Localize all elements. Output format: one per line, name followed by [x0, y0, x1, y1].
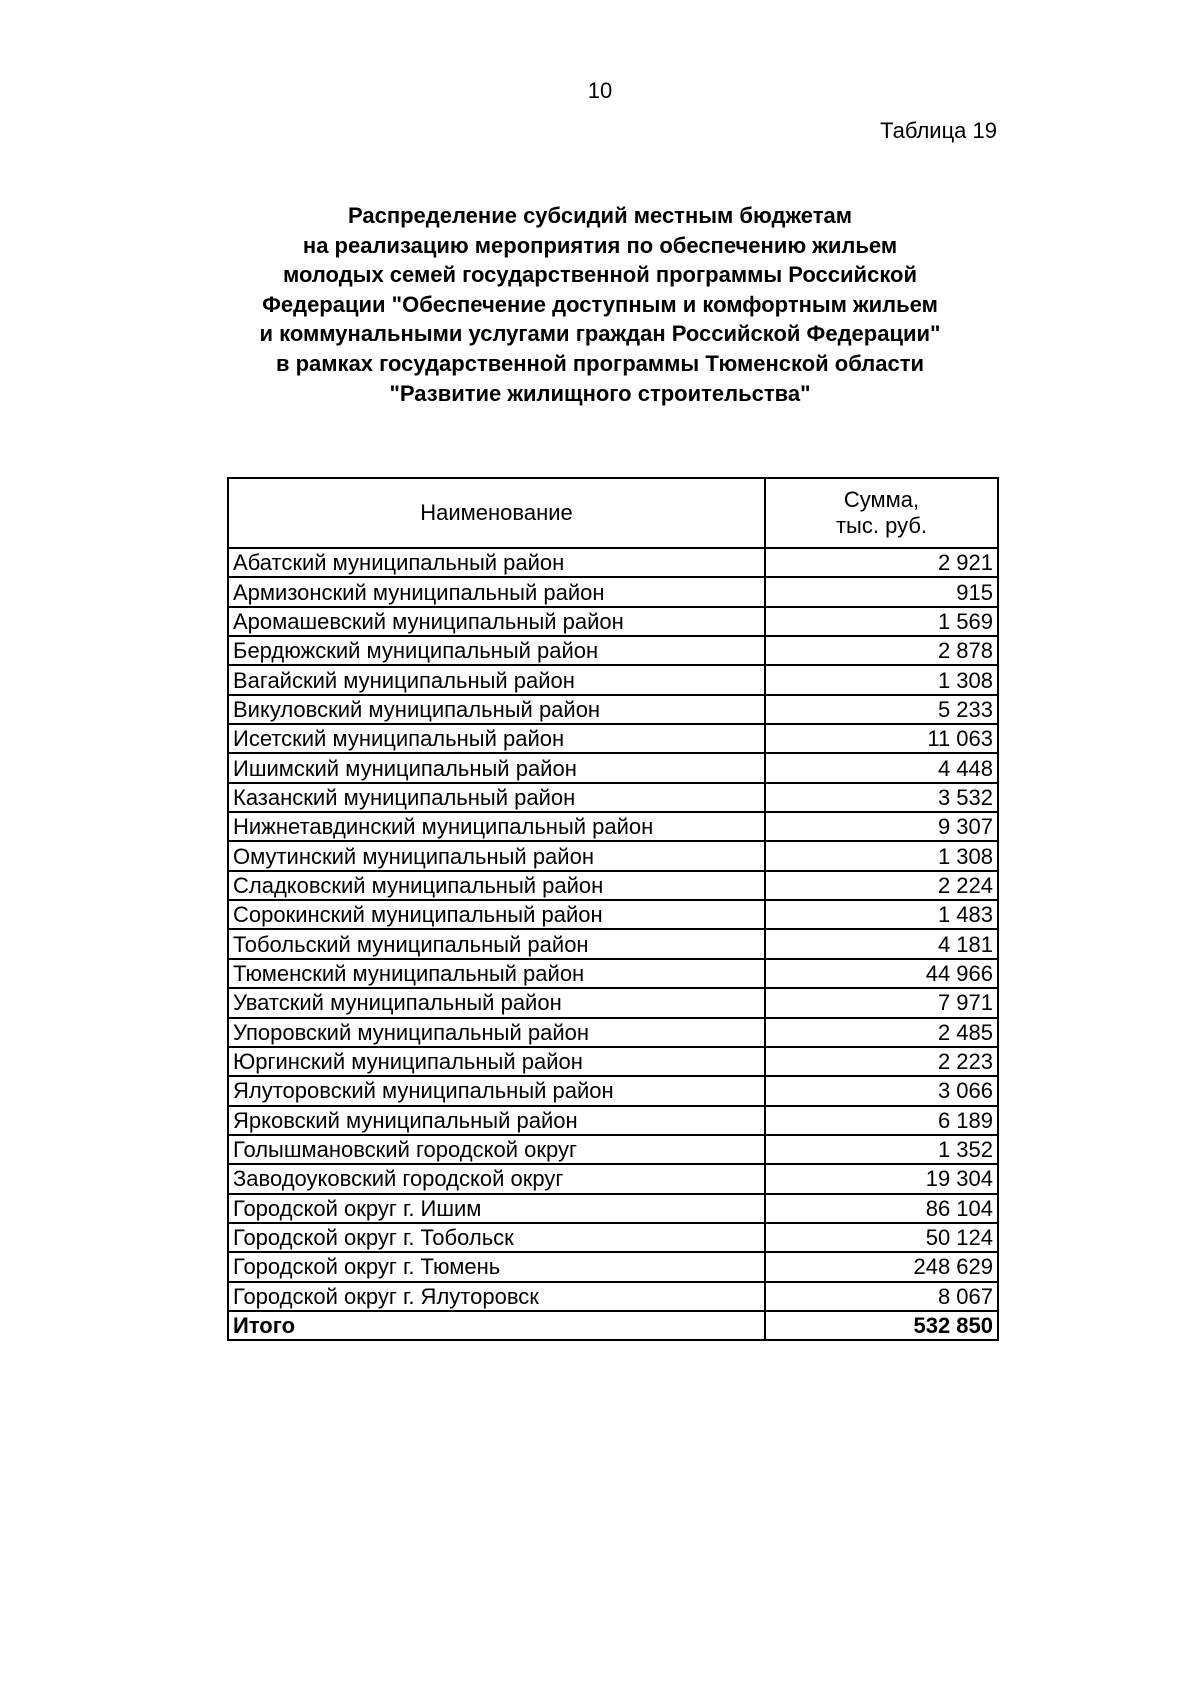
header-sum-line1: Сумма,	[843, 487, 920, 512]
row-value: 1 352	[765, 1135, 998, 1164]
row-name: Городской округ г. Тобольск	[228, 1223, 765, 1252]
row-value: 44 966	[765, 959, 998, 988]
table-row	[228, 636, 998, 665]
row-name: Упоровский муниципальный район	[228, 1018, 765, 1047]
row-name: Бердюжский муниципальный район	[228, 636, 765, 665]
row-name: Сорокинский муниципальный район	[228, 900, 765, 929]
document-title	[0, 201, 1200, 408]
table-row	[228, 988, 998, 1017]
total-label: Итого	[228, 1311, 765, 1340]
row-value: 2 921	[765, 548, 998, 577]
row-value: 9 307	[765, 812, 998, 841]
row-value: 1 569	[765, 607, 998, 636]
table-row	[228, 1223, 998, 1252]
row-name: Нижнетавдинский муниципальный район	[228, 812, 765, 841]
title-line: в рамках государственной программы Тюменской области	[275, 350, 925, 376]
table-row	[228, 959, 998, 988]
row-name: Сладковский муниципальный район	[228, 871, 765, 900]
title-line: "Развитие жилищного строительства"	[389, 380, 811, 406]
title-line: Федерации "Обеспечение доступным и комфортным жильем	[262, 291, 938, 317]
row-value: 2 223	[765, 1047, 998, 1076]
row-value: 4 181	[765, 929, 998, 958]
row-value: 2 878	[765, 636, 998, 665]
row-value: 8 067	[765, 1282, 998, 1311]
row-name: Абатский муниципальный район	[228, 548, 765, 577]
row-name: Казанский муниципальный район	[228, 783, 765, 812]
total-row	[228, 1311, 998, 1340]
header-sum	[765, 478, 998, 548]
title-line: и коммунальными услугами граждан Российской Федерации"	[259, 321, 941, 347]
row-name: Городской округ г. Тюмень	[228, 1252, 765, 1281]
table-row	[228, 1106, 998, 1135]
table-label: Таблица 19	[880, 118, 997, 143]
row-name: Городской округ г. Ялуторовск	[228, 1282, 765, 1311]
table-row	[228, 665, 998, 694]
row-name: Ялуторовский муниципальный район	[228, 1076, 765, 1105]
row-value: 915	[765, 577, 998, 606]
row-value: 3 066	[765, 1076, 998, 1105]
row-name: Уватский муниципальный район	[228, 988, 765, 1017]
row-name: Ишимский муниципальный район	[228, 753, 765, 782]
row-value: 6 189	[765, 1106, 998, 1135]
row-value: 2 224	[765, 871, 998, 900]
row-value: 1 308	[765, 841, 998, 870]
row-value: 5 233	[765, 695, 998, 724]
table-row	[228, 548, 998, 577]
row-name: Городской округ г. Ишим	[228, 1194, 765, 1223]
title-line: Распределение субсидий местным бюджетам	[347, 203, 853, 228]
table-row	[228, 1252, 998, 1281]
row-value: 86 104	[765, 1194, 998, 1223]
table-row	[228, 1135, 998, 1164]
row-name: Викуловский муниципальный район	[228, 695, 765, 724]
table-row	[228, 1047, 998, 1076]
row-value: 19 304	[765, 1164, 998, 1193]
table-row	[228, 695, 998, 724]
row-value: 3 532	[765, 783, 998, 812]
table-row	[228, 900, 998, 929]
row-value: 11 063	[765, 724, 998, 753]
table-row	[228, 841, 998, 870]
row-name: Ярковский муниципальный район	[228, 1106, 765, 1135]
row-name: Тобольский муниципальный район	[228, 929, 765, 958]
table-row	[228, 812, 998, 841]
table-row	[228, 1282, 998, 1311]
row-name: Аромашевский муниципальный район	[228, 607, 765, 636]
row-value: 1 308	[765, 665, 998, 694]
table-row	[228, 1076, 998, 1105]
row-name: Юргинский муниципальный район	[228, 1047, 765, 1076]
row-value: 50 124	[765, 1223, 998, 1252]
title-line: молодых семей государственной программы Российской	[282, 262, 917, 288]
row-name: Голышмановский городской округ	[228, 1135, 765, 1164]
total-value: 532 850	[765, 1311, 998, 1340]
row-value: 248 629	[765, 1252, 998, 1281]
row-name: Вагайский муниципальный район	[228, 665, 765, 694]
table-row	[228, 929, 998, 958]
table-row	[228, 871, 998, 900]
row-name: Исетский муниципальный район	[228, 724, 765, 753]
header-name: Наименование	[228, 478, 765, 548]
table-row	[228, 724, 998, 753]
table-row	[228, 1164, 998, 1193]
table-row	[228, 607, 998, 636]
row-name: Омутинский муниципальный район	[228, 841, 765, 870]
table-header-row	[228, 478, 998, 548]
row-value: 4 448	[765, 753, 998, 782]
table-row	[228, 783, 998, 812]
table-row	[228, 1018, 998, 1047]
header-sum-line2: тыс. руб.	[835, 513, 928, 538]
table-row	[228, 577, 998, 606]
page-number: 10	[587, 78, 613, 103]
row-value: 2 485	[765, 1018, 998, 1047]
row-name: Заводоуковский городской округ	[228, 1164, 765, 1193]
table-row	[228, 1194, 998, 1223]
table-row	[228, 753, 998, 782]
subsidies-table	[227, 477, 999, 1341]
row-name: Тюменский муниципальный район	[228, 959, 765, 988]
row-name: Армизонский муниципальный район	[228, 577, 765, 606]
row-value: 1 483	[765, 900, 998, 929]
row-value: 7 971	[765, 988, 998, 1017]
title-line: на реализацию мероприятия по обеспечению жильем	[302, 232, 898, 258]
